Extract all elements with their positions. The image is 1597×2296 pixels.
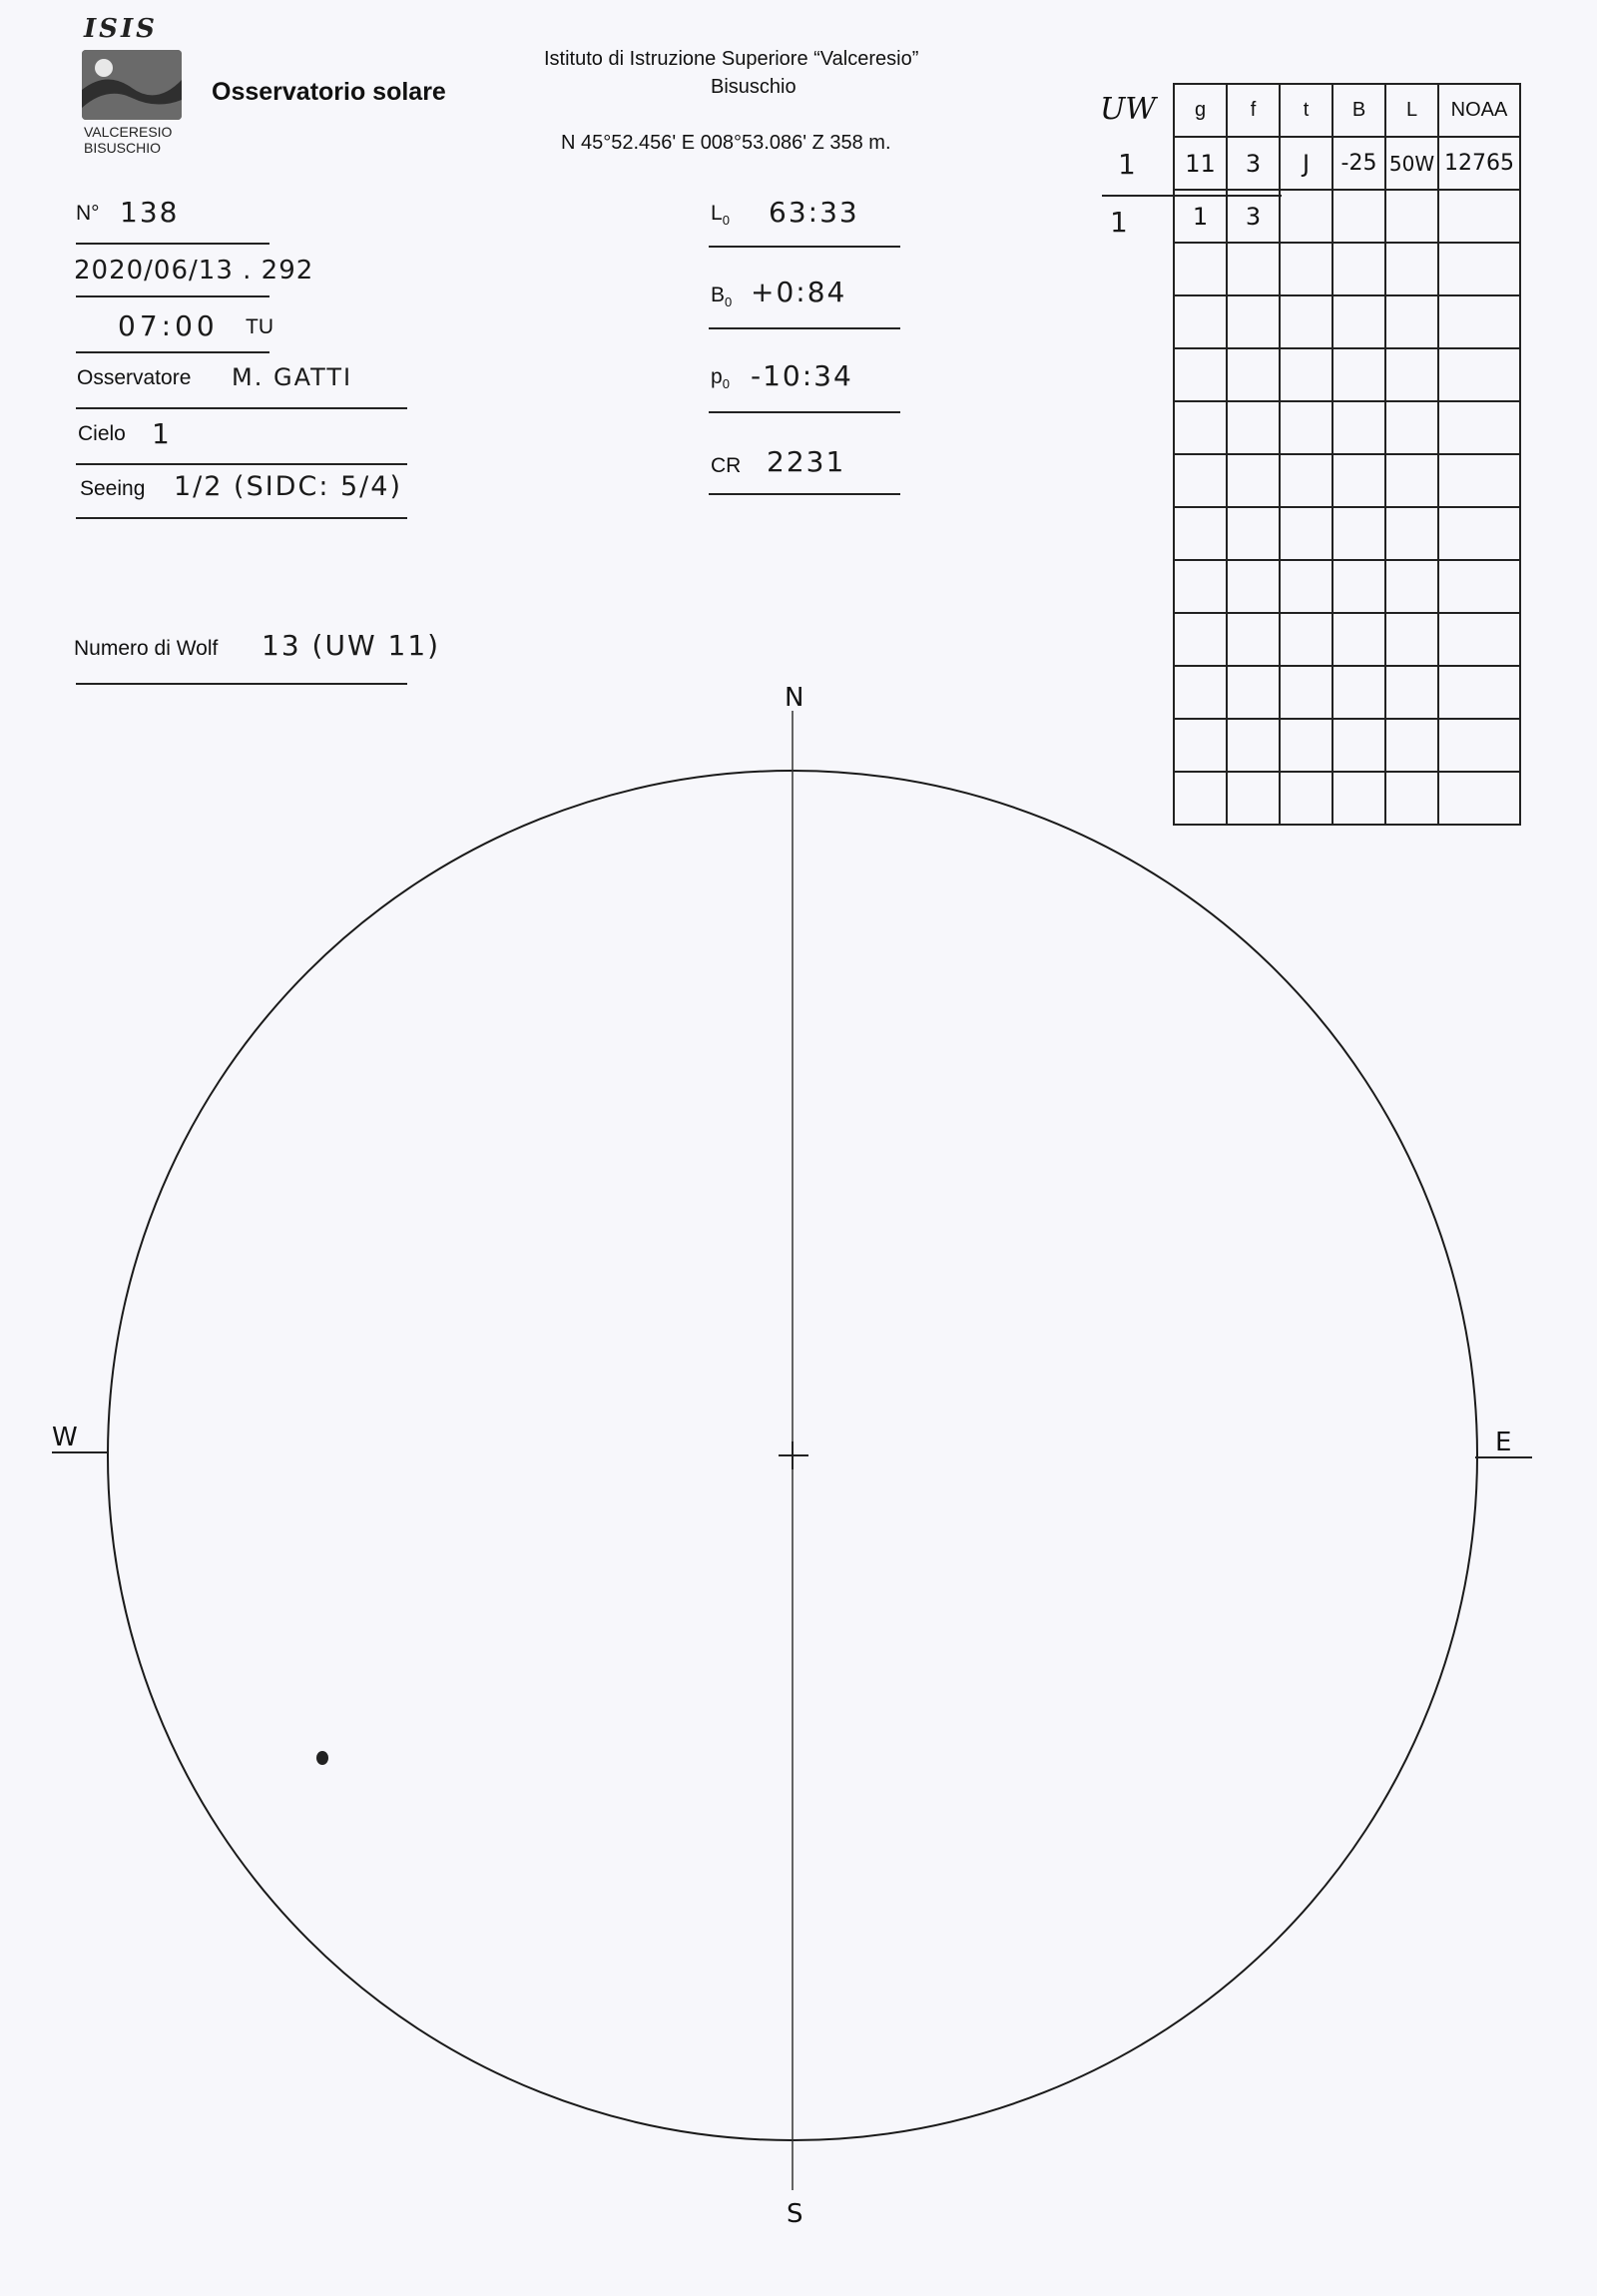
institute-town: Bisuschio [711,76,797,98]
cell-t: J [1280,137,1332,190]
observer-label: Osservatore [77,366,192,389]
header-g: g [1174,84,1227,137]
date-value: 2020/06/13 . 292 [74,256,314,286]
time-unit: TU [246,315,273,338]
west-label: W [52,1423,78,1452]
south-label: S [787,2199,803,2229]
east-label: E [1495,1428,1512,1457]
header-b: B [1332,84,1385,137]
l0-value: 63:33 [769,196,859,229]
sky-label: Cielo [78,422,126,445]
cell-g: 11 [1174,137,1227,190]
cell-g: 1 [1174,190,1227,243]
cell-l: 50W [1385,137,1438,190]
header-t: t [1280,84,1332,137]
cr-value: 2231 [767,445,846,478]
uw-value-1: 1 [1118,148,1138,181]
header-f: f [1227,84,1280,137]
header-noaa: NOAA [1438,84,1520,137]
observatory-title: Osservatorio solare [212,78,446,106]
header-l: L [1385,84,1438,137]
cell-f: 3 [1227,190,1280,243]
time-value: 07:00 [118,309,219,342]
wolf-value: 13 (UW 11) [262,629,441,662]
b0-label: $B_0$ [711,284,733,310]
uw-value-2: 1 [1110,206,1130,239]
logo-wordmark: ISIS [84,14,158,44]
observer-value: M. GATTI [232,363,353,391]
sky-value: 1 [152,417,172,450]
uw-header: UW [1100,92,1157,127]
number-value: 138 [120,196,180,229]
p0-label: $p_0$ [711,365,730,392]
b0-value: +0:84 [751,276,847,308]
north-label: N [785,683,804,713]
cell-b: -25 [1332,137,1385,190]
logo-line1: VALCERESIO [84,124,173,140]
cell-noaa: 12765 [1438,137,1520,190]
seeing-value: 1/2 (SIDC: 5/4) [174,471,402,502]
sunspot [316,1751,328,1765]
number-label: N° [76,202,100,225]
cr-label: CR [711,454,742,477]
institute-name: Istituto di Istruzione Superiore “Valceresio” [544,48,919,70]
logo-line2: BISUSCHIO [84,140,162,156]
site-coordinates: N 45°52.456' E 008°53.086' Z 358 m. [561,132,891,154]
p0-value: -10:34 [751,359,853,392]
cell-f: 3 [1227,137,1280,190]
wolf-label: Numero di Wolf [74,637,219,660]
seeing-label: Seeing [80,477,146,500]
l0-label: $L_0$ [711,202,730,229]
